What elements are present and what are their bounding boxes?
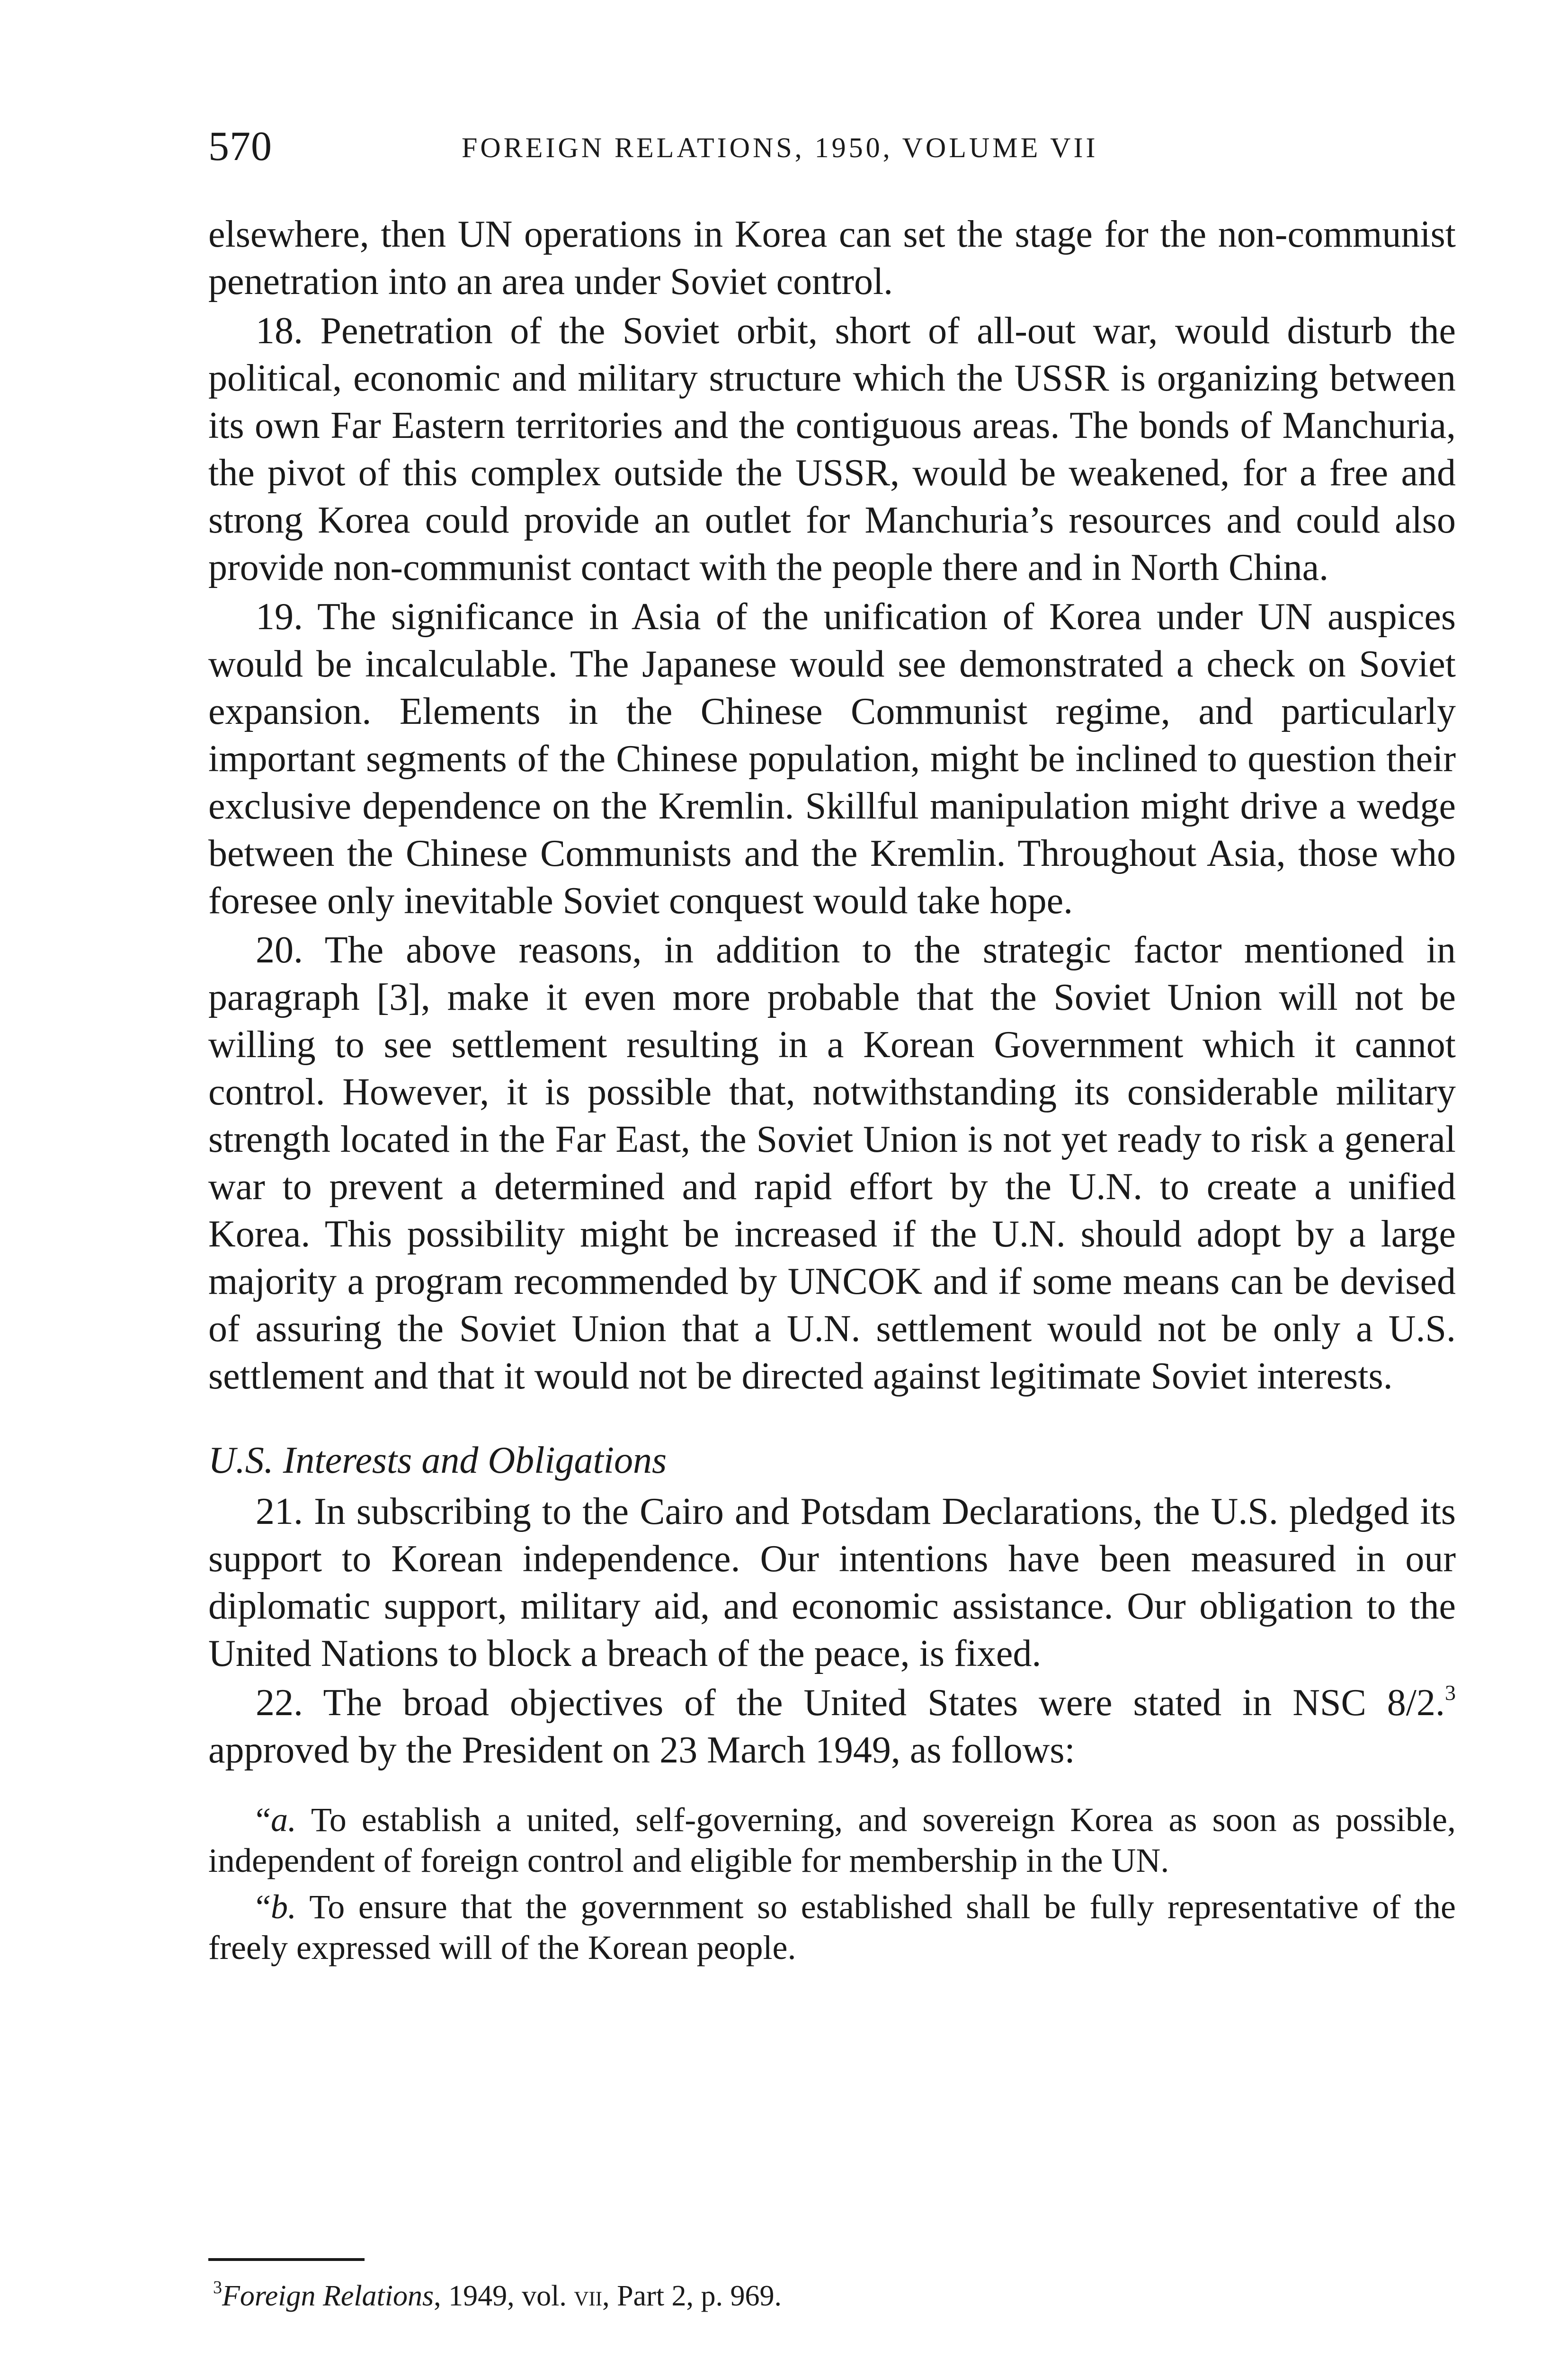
objective-a-open-quote: “ xyxy=(256,1801,271,1839)
objective-a xyxy=(208,1799,1456,1881)
paragraph-20: 20. The above reasons, in addition to the strategic factor mentioned in paragraph [3], make it even more probable that the Soviet Union will not be willing to see settlement resulting in a Korean Government which it cannot control. However, it is possible that, notwithstanding its considerable military strength located in the Far East, the Soviet Union is not yet ready to risk a general war to prevent a determined and rapid effort by the U.N. to create a unified Korea. This possibility might be increased if the U.N. should adopt by a large majority a program recommended by UNCOK and if some means can be devised of assuring the Soviet Union that a U.N. settlement would not be only a U.S. settlement and that it would not be directed against legitimate Soviet interests. xyxy=(208,929,1456,1397)
section-heading: U.S. Interests and Obligations xyxy=(208,1440,667,1481)
paragraph-22-text: 22. The broad objectives of the United States were stated in NSC 8/2. xyxy=(256,1682,1445,1724)
paragraph-21: 21. In subscribing to the Cairo and Potsdam Declarations, the U.S. pledged its support to Korean independence. Our intentions have been measured in our diplomatic support, military aid, and economic assistance. Our obligation to the United Nations to block a breach of the peace, is fixed. xyxy=(208,1491,1456,1674)
paragraph-19: 19. The significance in Asia of the unification of Korea under UN auspices would be incalculable. The Japanese would see demonstrated a check on Soviet expansion. Elements in the Chinese Communist regime, and particularly important segments of the Chinese population, might be inclined to question their exclusive dependence on the Kremlin. Skillful manipulation might drive a wedge between the Chinese Communists and the Kremlin. Throughout Asia, those who foresee only inevitable Soviet conquest would take hope. xyxy=(208,596,1456,922)
footnote-divider xyxy=(208,2258,365,2261)
paragraph-18: 18. Penetration of the Soviet orbit, short of all-out war, would disturb the political, economic and military structure which the USSR is organizing between its own Far Eastern territories and the contiguous areas. The bonds of Manchuria, the pivot of this complex outside the USSR, would be weakened, for a free and strong Korea could provide an outlet for Manchuria’s resources and could also provide non-communist contact with the people there and in North China. xyxy=(208,310,1456,588)
quoted-objectives xyxy=(208,1799,1456,1968)
body-text xyxy=(208,211,1456,1968)
footnote-text-end: , Part 2, p. 969. xyxy=(602,2280,782,2312)
footnote-marker: 3 xyxy=(213,2278,222,2297)
footnote-volume: vii xyxy=(574,2280,603,2312)
footnote xyxy=(213,2277,1444,2315)
objective-a-letter: a. xyxy=(270,1801,296,1839)
objective-a-text: To establish a united, self-governing, and sovereign Korea as soon as possible, independent of foreign control and eligible for membership in the UN. xyxy=(208,1801,1456,1879)
running-head: FOREIGN RELATIONS, 1950, VOLUME VII xyxy=(462,132,1098,163)
page-number: 570 xyxy=(208,124,272,169)
paragraph-continued: elsewhere, then UN operations in Korea can set the stage for the non-communist penetration into an area under Soviet control. xyxy=(208,214,1456,303)
footnote-reference: 3 xyxy=(1445,1681,1456,1705)
footnote-title: Foreign Relations xyxy=(222,2280,434,2312)
objective-b-open-quote: “ xyxy=(256,1888,271,1926)
paragraph-22-text-cont: approved by the President on 23 March 1949, as follows: xyxy=(208,1729,1075,1771)
page-header xyxy=(208,121,1458,173)
objective-b xyxy=(208,1886,1456,1968)
objective-b-letter: b. xyxy=(270,1888,296,1926)
paragraph-22 xyxy=(208,1679,1456,1774)
objective-b-text: To ensure that the government so established shall be fully representative of the freely expressed will of the Korean people. xyxy=(208,1888,1456,1967)
footnote-text: , 1949, vol. xyxy=(434,2280,574,2312)
